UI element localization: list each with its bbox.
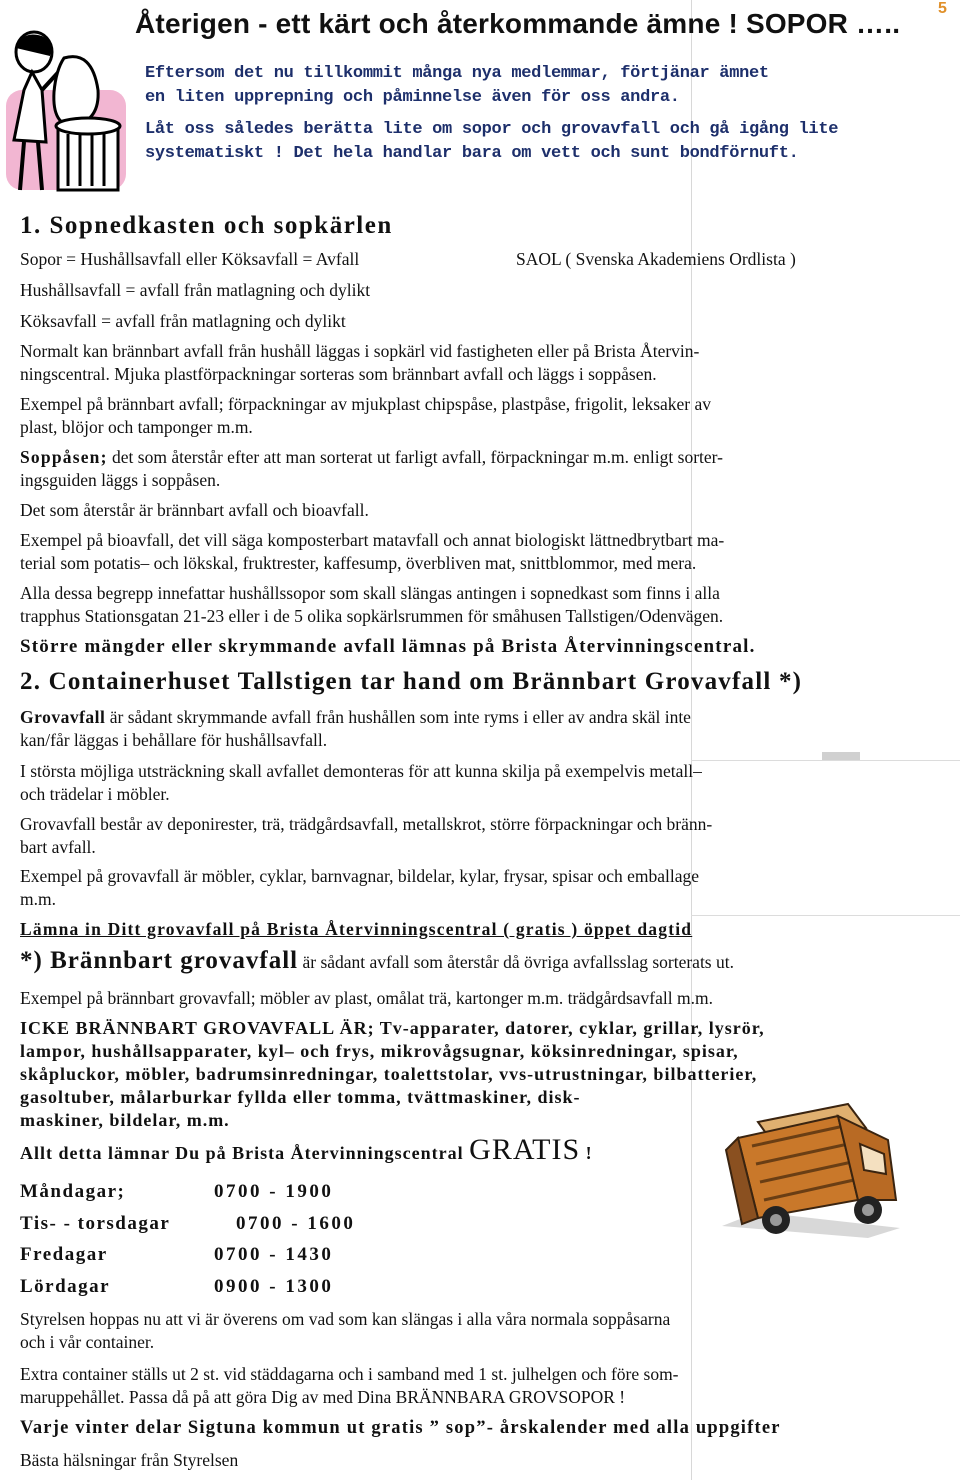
section2-heading: 2. Containerhuset Tallstigen tar hand om Brännbart Grovavfall *) <box>20 668 803 695</box>
text-line: Grovavfall består av deponirester, trä, trädgårdsavfall, metallskrot, större förpackningar och bränn- <box>20 814 713 834</box>
text-line: m.m. <box>20 889 56 909</box>
intro-line: en liten upprepning och påminnelse även för oss andra. <box>145 88 680 107</box>
definition-sopor: Sopor = Hushållsavfall eller Köksavfall = Avfall <box>20 249 360 269</box>
paragraph-grovavfall-def <box>20 706 920 752</box>
paragraph-sop-kalender: Varje vinter delar Sigtuna kommun ut gratis ” sop”- årskalender med alla uppgifter <box>20 1418 781 1438</box>
text-line: Extra container ställs ut 2 st. vid städdagarna och i samband med 1 st. julhelgen och före som- <box>20 1364 679 1384</box>
closing-greeting: Bästa hälsningar från Styrelsen <box>20 1450 239 1470</box>
paragraph-aterstar: Det som återstår är brännbart avfall och bioavfall. <box>20 500 369 520</box>
saol-reference: SAOL ( Svenska Akademiens Ordlista ) <box>516 249 796 269</box>
text-line: är sådant skrymmande avfall från hushållen som inte ryms i eller av andra skäl inte <box>105 707 691 727</box>
lamna-in-link[interactable]: Lämna in Ditt grovavfall på Brista Återvinningscentral ( gratis ) öppet dagtid <box>20 919 693 939</box>
schedule-day: Fredagar <box>20 1244 108 1265</box>
schedule-time: 0700 - 1430 <box>214 1244 334 1265</box>
gratis-word: GRATIS <box>469 1133 581 1166</box>
paragraph-grovavfall-bestar <box>20 813 920 859</box>
schedule-time: 0700 - 1900 <box>214 1181 334 1202</box>
schedule-day: Tis- - torsdagar <box>20 1213 171 1234</box>
text-line: Allt detta lämnar Du på Brista Återvinningscentral <box>20 1143 470 1163</box>
gray-marker <box>822 752 860 760</box>
grovavfall-term: Grovavfall <box>20 707 106 727</box>
text-line: ! <box>580 1143 593 1163</box>
text-line: Exempel på brännbart avfall; förpackningar av mjukplast chipspåse, plastpåse, frigolit, leksaker av <box>20 394 712 414</box>
definition-koksavfall: Köksavfall = avfall från matlagning och dylikt <box>20 311 346 331</box>
text-line: Exempel på bioavfall, det vill säga komposterbart matavfall och annat biologiskt lättnedbrytbart ma- <box>20 530 725 550</box>
paragraph-brannbart-grovavfall <box>20 949 920 974</box>
paragraph-exempel-brannbart-grovavfall: Exempel på brännbart grovavfall; möbler av plast, omålat trä, kartonger m.m. trädgårdsavfall m.m. <box>20 988 713 1008</box>
section1-heading: 1. Sopnedkasten och sopkärlen <box>20 212 393 239</box>
schedule-day: Måndagar; <box>20 1181 126 1202</box>
paragraph-exempel-grovavfall <box>20 865 920 911</box>
text-line: terial som potatis– och lökskal, fruktrester, kaffesump, överbliven mat, snittblommor, med mera. <box>20 553 697 573</box>
text-line: trapphus Stationsgatan 21-23 eller i de 5 olika sopkärlsrummen för småhusen Tallstigen/Odenvägen. <box>20 606 724 626</box>
text-line: lampor, hushållsapparater, kyl– och frys, mikrovågsugnar, köksinredningar, spisar, <box>20 1041 739 1061</box>
text-line: är sådant avfall som återstår då övriga avfallsslag sorterats ut. <box>298 952 734 972</box>
paragraph-soppasen <box>20 446 920 492</box>
intro-paragraph <box>145 62 915 110</box>
text-line: bart avfall. <box>20 837 96 857</box>
paragraph-styrelsen-hoppas <box>20 1308 920 1354</box>
text-line: maruppehållet. Passa då på att göra Dig av med Dina BRÄNNBARA GROVSOPOR ! <box>20 1387 626 1407</box>
text-line: skåpluckor, möbler, badrumsinredningar, toalettstolar, vvs-utrustningar, bilbatterier, <box>20 1064 758 1084</box>
text-line: det som återstår efter att man sorterat ut farligt avfall, förpackningar m.m. enligt sorter- <box>107 447 723 467</box>
intro-paragraph <box>145 118 915 166</box>
text-line: ningscentral. Mjuka plastförpackningar sorteras som brännbart avfall och läggs i soppåsen. <box>20 364 657 384</box>
text-line: gasoltuber, målarburkar fyllda eller tomma, tvättmaskiner, disk- <box>20 1087 581 1107</box>
paragraph-alla-begrepp <box>20 582 920 628</box>
guide-line <box>691 915 960 916</box>
paragraph-exempel-brannbart <box>20 393 920 439</box>
paragraph-bioavfall <box>20 529 920 575</box>
paragraph-demonteras <box>20 760 920 806</box>
definition-hushallsavfall: Hushållsavfall = avfall från matlagning och dylikt <box>20 280 371 300</box>
paragraph-storre-mangder: Större mängder eller skrymmande avfall lämnas på Brista Återvinningscentral. <box>20 636 756 657</box>
text-line: Exempel på grovavfall är möbler, cyklar, barnvagnar, bildelar, kylar, frysar, spisar och emballage <box>20 866 699 886</box>
paragraph-extra-container <box>20 1363 920 1409</box>
schedule-time: 0700 - 1600 <box>236 1213 356 1234</box>
text-line: ICKE BRÄNNBART GROVAVFALL ÄR; Tv-apparater, datorer, cyklar, grillar, lysrör, <box>20 1018 765 1038</box>
garbage-truck-clipart <box>718 1100 904 1250</box>
schedule-day: Lördagar <box>20 1276 111 1297</box>
text-line: kan/får läggas i behållare för hushållsavfall. <box>20 730 328 750</box>
page-title: Återigen - ett kärt och återkommande ämne ! SOPOR ….. <box>135 8 901 39</box>
text-line: maskiner, bildelar, m.m. <box>20 1110 230 1130</box>
schedule-time: 0900 - 1300 <box>214 1276 334 1297</box>
intro-line: systematiskt ! Det hela handlar bara om vett och sunt bondförnuft. <box>145 144 799 163</box>
woman-trash-can-clipart <box>2 30 130 195</box>
text-line: plast, blöjor och tamponger m.m. <box>20 417 253 437</box>
paragraph-normalt <box>20 340 920 386</box>
page-number: 5 <box>938 0 947 17</box>
text-line: I största möjliga utsträckning skall avfallet demonteras för att kunna skilja på exempelvis metall– <box>20 761 702 781</box>
intro-line: Låt oss således berätta lite om sopor och grovavfall och gå igång lite <box>145 120 839 139</box>
text-line: Normalt kan brännbart avfall från hushåll läggas i sopkärl vid fastigheten eller på Brista Återvin- <box>20 341 700 361</box>
intro-line: Eftersom det nu tillkommit många nya medlemmar, förtjänar ämnet <box>145 64 769 83</box>
text-line: Alla dessa begrepp innefattar hushållssopor som skall slängas antingen i sopnedkast som finns i alla <box>20 583 720 603</box>
text-line: Styrelsen hoppas nu att vi är överens om vad som kan slängas i alla våra normala soppåsarna <box>20 1309 671 1329</box>
text-line: och trädelar i möbler. <box>20 784 170 804</box>
text-line: ingsguiden läggs i soppåsen. <box>20 470 221 490</box>
soppasen-term: Soppåsen; <box>20 447 108 467</box>
text-line: och i vår container. <box>20 1332 155 1352</box>
brannbart-grovavfall-term: *) Brännbart grovavfall <box>20 947 299 974</box>
